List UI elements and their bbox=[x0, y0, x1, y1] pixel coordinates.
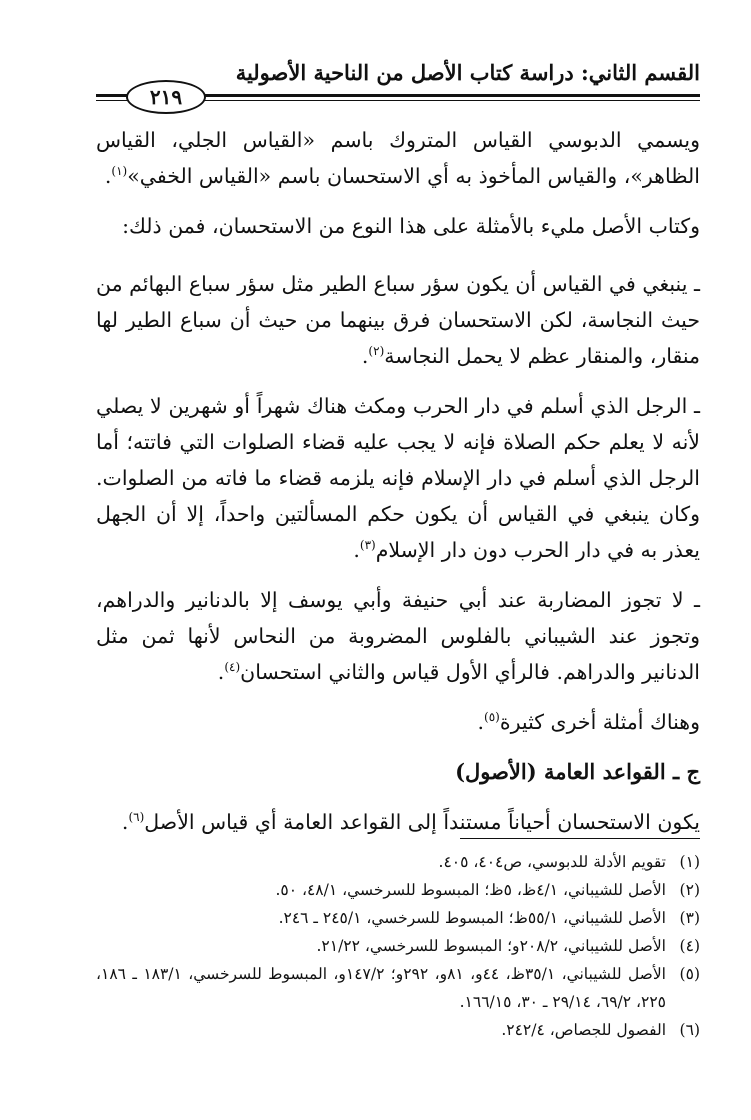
footnote-ref-1: (١) bbox=[111, 164, 128, 179]
footnote-number: (٥) bbox=[679, 965, 700, 983]
footnote-number: (٢) bbox=[679, 881, 700, 899]
footnote-separator bbox=[460, 838, 700, 839]
footnote-text: تقويم الأدلة للدبوسي، ص٤٠٤، ٤٠٥. bbox=[438, 853, 666, 871]
paragraph-7: يكون الاستحسان أحياناً مستنداً إلى القواعد العامة أي قياس الأصل$^{(٦)}$. bbox=[121, 810, 700, 834]
footnote-text: الأصل للشيباني، ٣٥/١ظ، ٤٤و، ٨١و، ٢٩٢و؛ ١٤٧/٢و، المبسوط للسرخسي، ١٨٣/١ ـ ١٨٦، ٢٢٥، ٦٩/٢، ٢٩/١٤ ـ ٣٠، ١٦٦/١٥. bbox=[96, 965, 666, 1011]
footnote-ref-3: (٣) bbox=[359, 538, 376, 553]
paragraph-4: ـ الرجل الذي أسلم في دار الحرب ومكث هناك شهراً أو شهرين لا يصلي لأنه لا يعلم حكم الصلاة فإنه لا يجب عليه قضاء الصلوات التي فاتته؛ أما الرجل الذي أسلم في دار الإسلام فإنه يلزمه قضاء ما فاته من الصلوات. وكان ينبغي في القياس أن يكون حكم المسألتين واحداً، إلا أن الجهل يعذر به في دار الحرب دون دار الإسلام$^{(٣)}$. bbox=[96, 394, 700, 562]
footnote-number: (١) bbox=[679, 853, 700, 871]
paragraph-2: وكتاب الأصل مليء بالأمثلة على هذا النوع من الاستحسان، فمن ذلك: bbox=[122, 214, 700, 238]
footnote-text: الأصل للشيباني، ٢٠٨/٢و؛ المبسوط للسرخسي، ٢١/٢٢. bbox=[316, 937, 666, 955]
paragraph-6: وهناك أمثلة أخرى كثيرة$^{(٥)}$. bbox=[477, 710, 700, 734]
paragraph-5: ـ لا تجوز المضاربة عند أبي حنيفة وأبي يوسف إلا بالدنانير والدراهم، وتجوز عند الشيباني بالفلوس المضروبة من النحاس لأنها ثمن مثل الدنانير والدراهم. فالرأي الأول قياس والثاني استحسان$^{(٤)}$. bbox=[96, 588, 700, 684]
footnote-text: الأصل للشيباني، ٥٥/١ظ؛ المبسوط للسرخسي، ٢٤٥/١ ـ ٢٤٦. bbox=[278, 909, 666, 927]
footnotes bbox=[96, 848, 700, 1044]
footnote-ref-6: (٦) bbox=[128, 810, 145, 825]
page-number: ٢١٩ bbox=[126, 80, 206, 114]
footnote-text: الأصل للشيباني، ٤/١ظ، ٥ظ؛ المبسوط للسرخسي، ٤٨/١، ٥٠. bbox=[275, 881, 666, 899]
main-text bbox=[96, 122, 700, 840]
footnote bbox=[96, 876, 700, 904]
running-header bbox=[96, 56, 700, 109]
footnote bbox=[96, 932, 700, 960]
footnote-number: (٦) bbox=[679, 1021, 700, 1039]
footnote bbox=[96, 848, 700, 876]
footnote bbox=[96, 904, 700, 932]
footnote bbox=[96, 960, 700, 1016]
section-heading: ج ـ القواعد العامة (الأصول) bbox=[455, 759, 700, 784]
footnote-ref-4: (٤) bbox=[224, 660, 241, 675]
footnote-ref-2: (٢) bbox=[368, 344, 385, 359]
footnote-number: (٣) bbox=[679, 909, 700, 927]
header-title: القسم الثاني: دراسة كتاب الأصل من الناحية الأصولية bbox=[235, 60, 700, 85]
footnote bbox=[96, 1016, 700, 1044]
footnote-number: (٤) bbox=[679, 937, 700, 955]
footnote-text: الفصول للجصاص، ٢٤٢/٤. bbox=[501, 1021, 666, 1039]
paragraph-1: ويسمي الدبوسي القياس المتروك باسم «القياس الجلي، القياس الظاهر»، والقياس المأخوذ به أي الاستحسان باسم «القياس الخفي»$^{(١)}$. bbox=[96, 128, 700, 188]
paragraph-3: ـ ينبغي في القياس أن يكون سؤر سباع الطير مثل سؤر سباع البهائم من حيث النجاسة، لكن الاستحسان فرق بينهما من حيث أن سباع الطير لها منقار، والمنقار عظم لا يحمل النجاسة$^{(٢)}$. bbox=[96, 272, 700, 368]
footnote-ref-5: (٥) bbox=[484, 710, 500, 725]
